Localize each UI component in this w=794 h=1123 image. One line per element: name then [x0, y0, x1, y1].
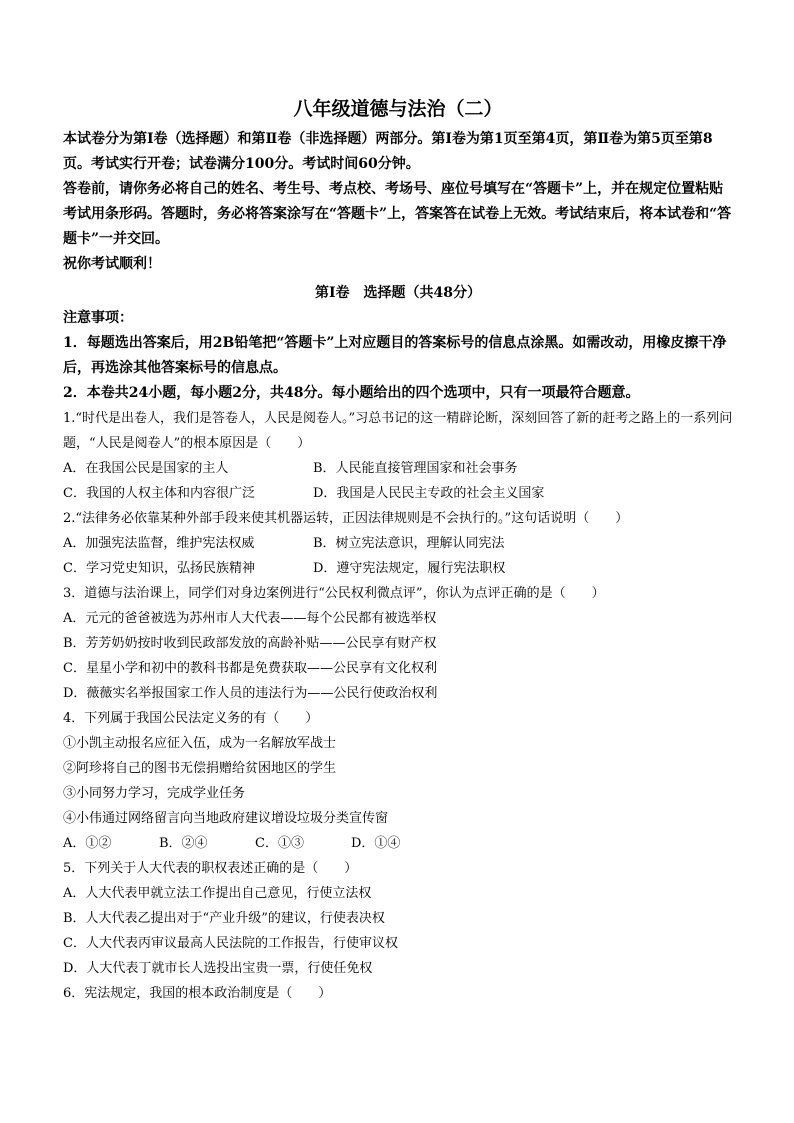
- options-row: [63, 831, 733, 856]
- notice-heading: 注意事项：: [63, 310, 133, 326]
- question-stem: 6．宪法规定，我国的根本政治制度是（ ）: [63, 986, 332, 1001]
- question-4: [63, 706, 733, 856]
- option-c: C．人大代表丙审议最高人民法院的工作报告，行使审议权: [63, 936, 398, 951]
- notice-block: [63, 306, 733, 406]
- question-2: [63, 506, 733, 581]
- notice-item: 1．每题选出答案后，用2B铅笔把“答题卡”上对应题目的答案标号的信息点涂黑。如需改动，用橡皮擦干净后，再选涂其他答案标号的信息点。: [63, 335, 727, 376]
- option-d: D．①④: [351, 836, 401, 851]
- option-b: B．人民能直接管理国家和社会事务: [313, 461, 518, 476]
- option-c: C．我国的人权主体和内容很广泛: [63, 486, 255, 501]
- section-title: 第Ⅰ卷 选择题（共48分）: [314, 285, 482, 301]
- question-5: [63, 856, 733, 981]
- option-d: D．人大代表丁就市长人选投出宝贵一票，行使任免权: [63, 961, 373, 976]
- question-stem: 2.“法律务必依靠某种外部手段来使其机器运转，正因法律规则是不会执行的。”这句话说明（ ）: [63, 511, 629, 526]
- option-c: C．学习党史知识，弘扬民族精神: [63, 561, 255, 576]
- option-a: A．元元的爸爸被选为苏州市人大代表——每个公民都有被选举权: [63, 611, 437, 626]
- question-stem: 1.“时代是出卷人，我们是答卷人，人民是阅卷人。”习总书记的这一精辟论断，深刻回答了新的赶考之路上的一系列问题，“人民是阅卷人”的根本原因是（ ）: [63, 411, 733, 451]
- question-6: [63, 981, 733, 1006]
- options-row: [63, 456, 733, 481]
- statement-2: ②阿珍将自己的图书无偿捐赠给贫困地区的学生: [63, 761, 337, 776]
- option-b: B．②④: [159, 836, 208, 851]
- page-title: 八年级道德与法治（二）: [293, 98, 503, 120]
- options-row: [63, 556, 733, 581]
- question-stem: 4．下列属于我国公民法定义务的有（ ）: [63, 711, 319, 726]
- option-b: B．芳芳奶奶按时收到民政部发放的高龄补贴——公民享有财产权: [63, 636, 437, 651]
- question-1: [63, 406, 733, 506]
- option-a: A．人大代表甲就立法工作提出自己意见，行使立法权: [63, 886, 372, 901]
- exam-intro: [63, 127, 733, 277]
- option-b: B．树立宪法意识，理解认同宪法: [313, 536, 505, 551]
- intro-greeting: 祝你考试顺利！: [63, 256, 161, 272]
- option-b: B．人大代表乙提出对于“产业升级”的建议，行使表决权: [63, 911, 385, 926]
- option-d: D．我国是人民民主专政的社会主义国家: [313, 486, 545, 501]
- question-stem: 3．道德与法治课上，同学们对身边案例进行“公民权利微点评”，你认为点评正确的是（ ）: [63, 586, 605, 601]
- statement-4: ④小伟通过网络留言向当地政府建议增设垃圾分类宣传窗: [63, 811, 389, 826]
- options-row: [63, 531, 733, 556]
- option-a: A．在我国公民是国家的主人: [63, 461, 229, 476]
- options-row: [63, 481, 733, 506]
- statement-1: ①小凯主动报名应征入伍，成为一名解放军战士: [63, 736, 337, 751]
- intro-paragraph: 答卷前，请你务必将自己的姓名、考生号、考点校、考场号、座位号填写在“答题卡”上，并在规定位置粘贴考试用条形码。答题时，务必将答案涂写在“答题卡”上，答案答在试卷上无效。考试结束后，将本试卷和“答题卡”一并交回。: [63, 181, 732, 247]
- notice-item: 2．本卷共24小题，每小题2分，共48分。每小题给出的四个选项中，只有一项最符合题意。: [63, 385, 640, 401]
- intro-paragraph: 本试卷分为第Ⅰ卷（选择题）和第Ⅱ卷（非选择题）两部分。第Ⅰ卷为第1页至第4页，第Ⅱ卷为第5页至第8页。考试实行开卷；试卷满分100分。考试时间60分钟。: [63, 131, 713, 172]
- question-3: [63, 581, 733, 706]
- option-c: C．星星小学和初中的教科书都是免费获取——公民享有文化权利: [63, 661, 437, 676]
- option-c: C．①③: [255, 836, 304, 851]
- statement-3: ③小同努力学习，完成学业任务: [63, 786, 246, 801]
- option-d: D．遵守宪法规定，履行宪法职权: [313, 561, 506, 576]
- exam-page: [63, 95, 733, 1006]
- question-stem: 5．下列关于人大代表的职权表述正确的是（ ）: [63, 861, 358, 876]
- option-a: A．①②: [63, 836, 112, 851]
- option-d: D．薇薇实名举报国家工作人员的违法行为——公民行使政治权利: [63, 686, 438, 701]
- option-a: A．加强宪法监督，维护宪法权威: [63, 536, 255, 551]
